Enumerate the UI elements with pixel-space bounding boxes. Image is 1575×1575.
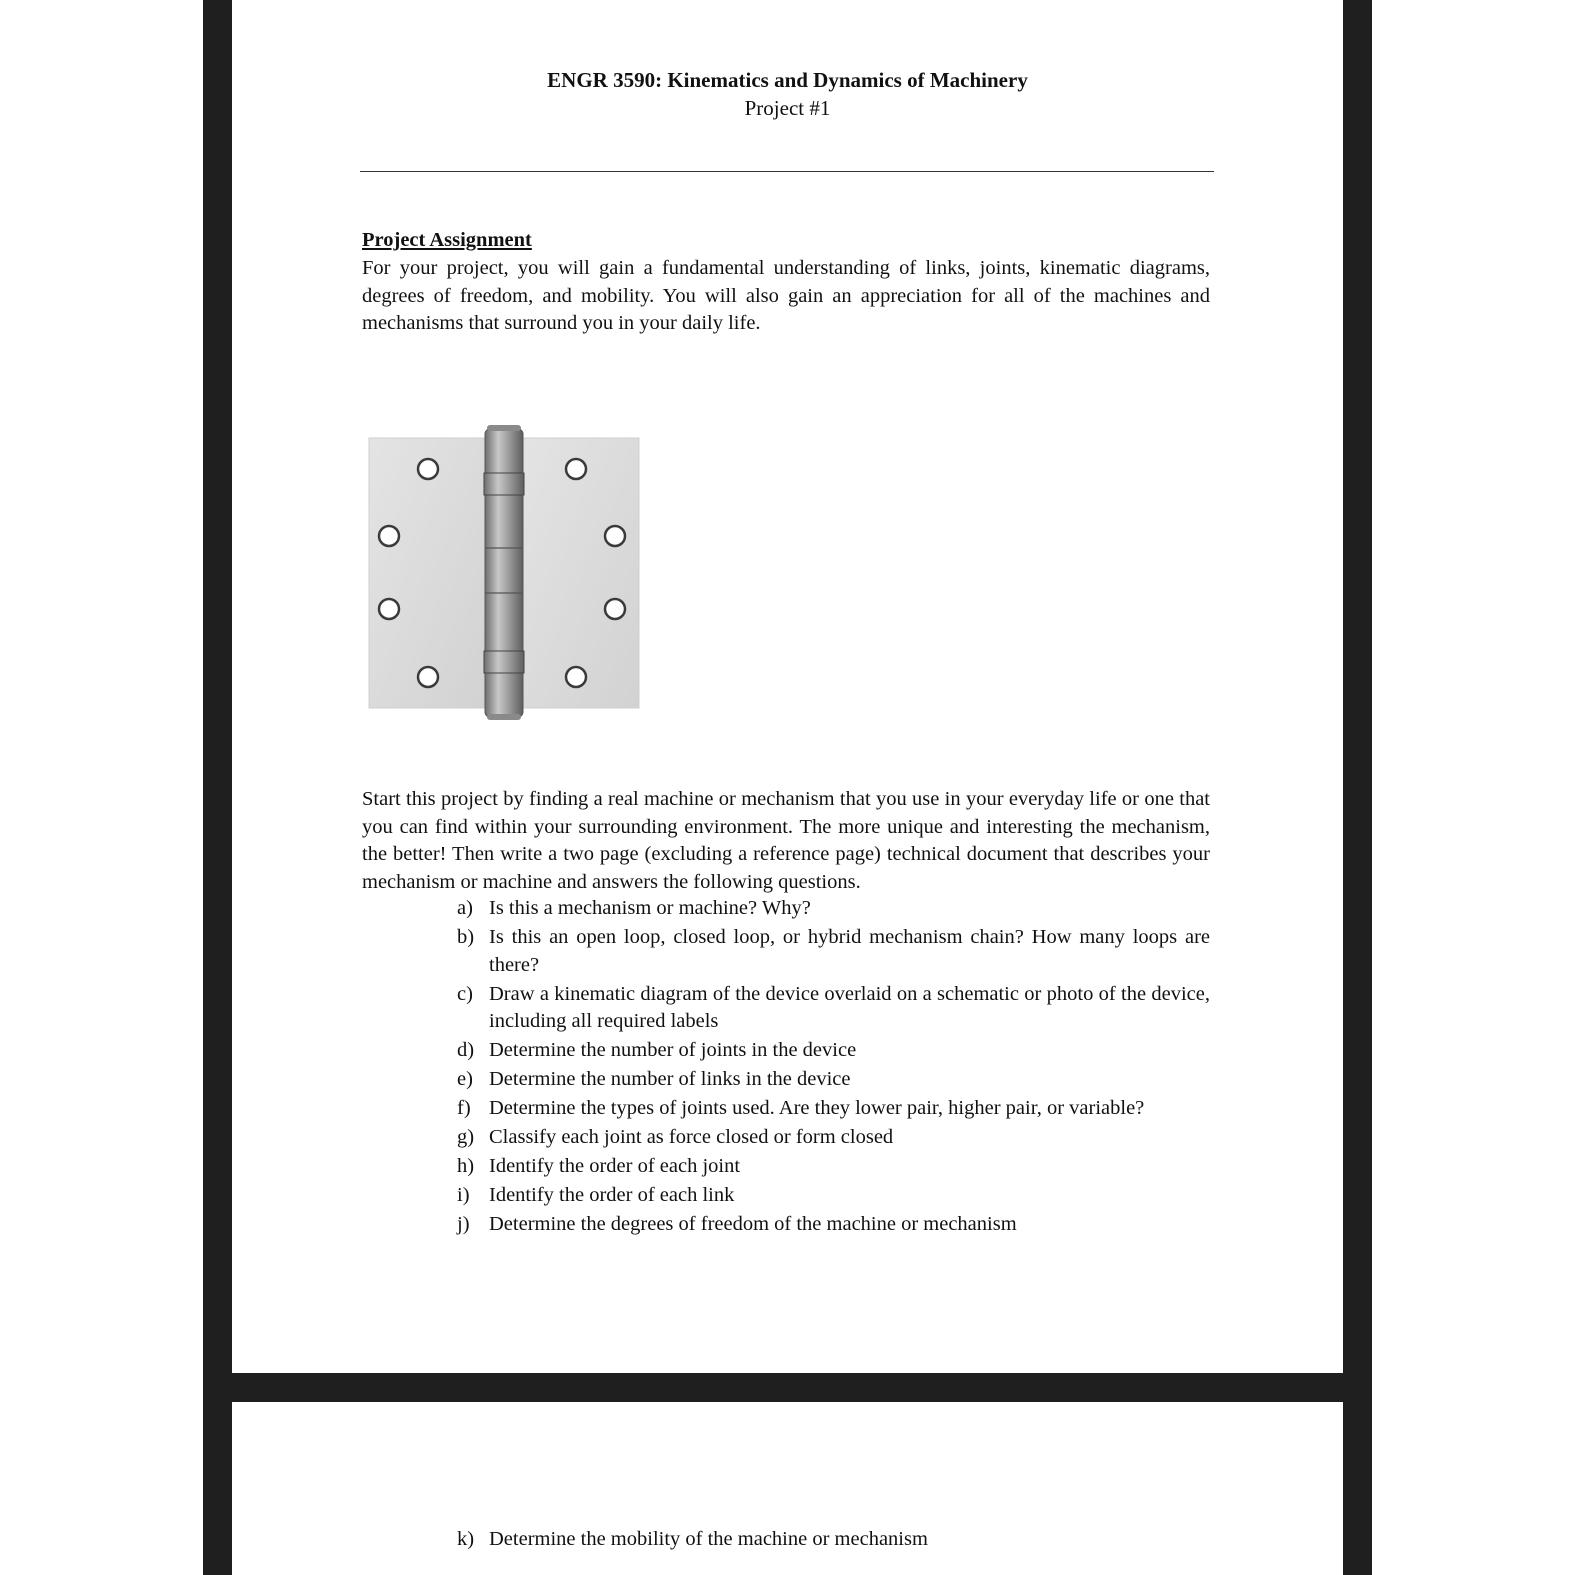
question-item — [457, 924, 1210, 979]
question-label: j) — [457, 1213, 470, 1236]
question-label: a) — [457, 897, 473, 919]
section-heading: Project Assignment — [362, 229, 532, 251]
screw-hole — [566, 667, 586, 687]
question-label: h) — [457, 1155, 475, 1178]
screw-hole — [418, 667, 438, 687]
document-header — [232, 66, 1343, 122]
question-text: Identify the order of each joint — [489, 1155, 741, 1178]
question-text: Determine the number of joints in the device — [489, 1039, 857, 1062]
question-item — [457, 1153, 1210, 1181]
question-text: Is this a mechanism or machine? Why? — [489, 897, 811, 919]
question-item — [457, 1124, 1210, 1152]
question-text: Is this an open loop, closed loop, or hybrid mechanism chain? How many loops are there? — [489, 925, 1210, 976]
question-item — [457, 1095, 1210, 1123]
question-label: i) — [457, 1184, 470, 1207]
question-label: b) — [457, 925, 475, 948]
question-label: k) — [457, 1528, 475, 1550]
question-item — [457, 1066, 1210, 1094]
question-item — [457, 1037, 1210, 1065]
question-text: Determine the degrees of freedom of the machine or mechanism — [489, 1213, 1017, 1236]
screw-hole — [379, 526, 399, 546]
question-label: e) — [457, 1068, 473, 1091]
question-text: Determine the number of links in the device — [489, 1068, 851, 1091]
question-list — [457, 895, 1210, 1240]
question-item — [457, 1526, 1210, 1554]
door-hinge-image — [367, 425, 642, 720]
screw-hole — [605, 526, 625, 546]
question-item — [457, 1211, 1210, 1239]
question-text: Determine the mobility of the machine or mechanism — [489, 1528, 928, 1550]
hinge-knuckle-ring — [484, 651, 524, 673]
hinge-barrel — [485, 429, 523, 717]
document-page-1 — [232, 0, 1343, 1373]
question-item — [457, 1182, 1210, 1210]
question-label: d) — [457, 1039, 475, 1062]
intro-paragraph: For your project, you will gain a fundamental understanding of links, joints, kinematic diagrams, degrees of freedom, and mobility. You will also gain an appreciation for all of the machines and mechanisms that surround you in your daily life. — [362, 257, 1210, 335]
project-number: Project #1 — [744, 96, 831, 120]
screw-hole — [605, 599, 625, 619]
document-page-2 — [232, 1402, 1343, 1575]
screw-hole — [418, 459, 438, 479]
question-text: Determine the types of joints used. Are they lower pair, higher pair, or variable? — [489, 1097, 1145, 1120]
body-paragraph: Start this project by finding a real machine or mechanism that you use in your everyday life or one that you can find within your surrounding environment. The more unique and interesting the mechanism, the better! Then write a two page (excluding a reference page) technical document that describes your mechanism or machine and answers the following questions. — [362, 788, 1210, 893]
question-text: Identify the order of each link — [489, 1184, 735, 1207]
header-divider — [360, 171, 1214, 172]
question-text: Draw a kinematic diagram of the device overlaid on a schematic or photo of the device, including all required labels — [489, 982, 1210, 1033]
question-list-continued — [457, 1526, 1210, 1555]
hinge-knuckle-ring — [484, 473, 524, 495]
question-label: f) — [457, 1097, 471, 1120]
question-label: c) — [457, 982, 473, 1005]
question-text: Classify each joint as force closed or form closed — [489, 1126, 894, 1149]
question-item — [457, 895, 1210, 923]
screw-hole — [566, 459, 586, 479]
screw-hole — [379, 599, 399, 619]
question-item — [457, 981, 1210, 1036]
course-title: ENGR 3590: Kinematics and Dynamics of Machinery — [547, 68, 1028, 92]
question-label: g) — [457, 1126, 475, 1149]
